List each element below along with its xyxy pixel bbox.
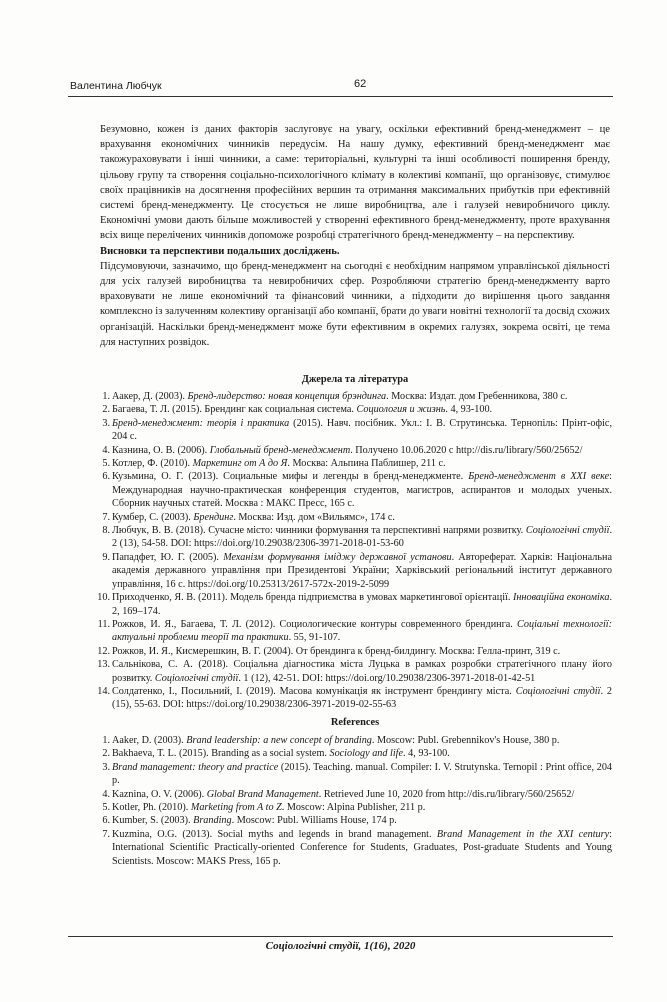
- reference-text: Котлер, Ф. (2010).: [112, 458, 193, 470]
- reference-item: [100, 390, 612, 403]
- reference-title-italic: Брендинг: [193, 511, 234, 523]
- reference-item: [97, 645, 612, 658]
- article-body: [100, 122, 610, 350]
- reference-title-italic: Механізм формування іміджу державної установи: [223, 551, 452, 563]
- reference-item: [100, 801, 612, 814]
- reference-details: . 55, 91-107.: [288, 632, 341, 644]
- reference-item: [100, 788, 612, 801]
- reference-text: Багаева, Т. Л. (2015). Брендинг как социальная система.: [112, 404, 357, 416]
- reference-number: 6.: [102, 815, 110, 827]
- reference-text: Kuzmina, O.G. (2013). Social myths and legends in brand management.: [112, 828, 437, 840]
- page-number: 62: [354, 78, 367, 90]
- reference-title-italic: Sociology and life: [329, 748, 404, 760]
- reference-number: 10.: [97, 592, 110, 604]
- running-header: [68, 78, 613, 97]
- reference-details: (2015). Teaching. manual. Compiler: I. V. Strutynska. Ternopil : Print office, 204 p.: [112, 761, 613, 787]
- header-author: Валентина Любчук: [70, 80, 162, 92]
- reference-details: . Moscow: Publ. Grebennikov's House, 380 p.: [371, 735, 560, 746]
- reference-title-italic: Marketing from A to Z: [190, 802, 282, 814]
- reference-number: 3.: [102, 417, 110, 429]
- reference-details: . 2 (15), 55-63. DOI: https://doi.org/10.29038/2306-3971-2019-02-55-63: [112, 685, 612, 711]
- journal-footer: Соціологічні студії, 1(16), 2020: [265, 940, 416, 952]
- reference-number: 1.: [102, 735, 110, 746]
- reference-title-italic: Соціологічні студії: [525, 525, 610, 537]
- reference-number: 14.: [97, 685, 110, 697]
- reference-title-italic: Глобальный бренд-менеджмент: [209, 444, 351, 456]
- reference-number: 9.: [102, 551, 110, 563]
- references-list: [100, 734, 612, 868]
- reference-number: 8.: [102, 525, 110, 537]
- reference-details: : International Scientific Practically-oriented Conference for Students, Graduates, Post-graduate Students and Young Scientists. Moscow: MAKS Press, 165 p.: [112, 828, 612, 867]
- body-paragraph-2: Підсумовуючи, зазначимо, що бренд-менеджмент на сьогодні є необхідним напрямом управлінської діяльності для усіх галузей виробництва та невиробничих сфер. Розробляючи стратегію бренд-менеджменту варто враховувати не лише економічний та фінансовий чинники, а підходити до вирішення цього завдання комплексно із залученням колективу організації або компанії, брати до уваги новітні технології та досвід схожих організацій. Наскільки бренд-менеджмент може бути ефективним в окремих галузях, зокрема освіті, це тема для наступних розвідок.: [100, 260, 610, 348]
- reference-item: [97, 658, 612, 685]
- reference-text: Сальнікова, С. А. (2018). Соціальна діагностика міста Луцька в рамках розробки стратегічного плану його розвитку.: [112, 659, 612, 684]
- reference-details: . Москва: Издат. дом Гребенникова, 380 с.: [386, 391, 568, 402]
- reference-number: 1.: [102, 391, 110, 402]
- reference-text: Kotler, Ph. (2010).: [112, 802, 191, 814]
- reference-number: 13.: [97, 659, 110, 671]
- reference-text: Аакер, Д. (2003).: [112, 391, 188, 402]
- reference-details: . Москва: Альпина Паблишер, 211 с.: [287, 458, 446, 470]
- reference-text: Приходченко, Я. В. (2011). Модель бренда підприємства в умовах маркетингової орієнтації.: [112, 592, 513, 604]
- reference-number: 2.: [102, 404, 110, 416]
- body-paragraph-1: Безумовно, кожен із даних факторів заслуговує на увагу, оскільки ефективний бренд-менеджмент – це врахування економічних чинників передусім. На нашу думку, ефективний бренд-менеджмент має такожураховувати і інші чинники, а саме: територіальні, культурні та інші особливості поширення бренду, цільову групу та створення соціально-психологічного клімату в колективі компанії, що організовує, стимулює своїх працівників на досягнення професійних вершин та отримання максимальних прибутків при ефективній системі бренд-менеджменту. Це стосується не лише виробництва, але і галузей невиробничого циклу. Економічні умови дають більше можливостей у створенні ефективного бренд-менеджменту, проте врахування всіх вище перелічених чинників допоможе розробці стратегічного бренд-менеджменту – на перспективу.: [100, 124, 610, 242]
- reference-details: . Retrieved June 10, 2020 from http://dis.ru/library/560/25652/: [318, 788, 575, 800]
- reference-text: Рожков, И. Я., Багаева, Т. Л. (2012). Социологические контуры современного брендинга.: [112, 618, 518, 630]
- reference-details: . 2 (13), 54-58. DOI: https://doi.org/10.29038/2306-3971-2018-01-53-60: [112, 525, 612, 550]
- reference-title-italic: Brand Management in the XXI century: [436, 828, 610, 840]
- reference-text: Рожков, И. Я., Кисмерешкин, В. Г. (2004). От брендинга к бренд-билдингу. Москва: Гелла-принт, 319 с.: [112, 645, 561, 657]
- reference-text: Кузьмина, О. Г. (2013). Социальные мифы и легенды в бренд-менеджменте.: [112, 471, 469, 483]
- reference-title-italic: Global Brand Management: [206, 788, 319, 800]
- reference-title-italic: Маркетинг от А до Я: [192, 458, 288, 470]
- reference-item: [100, 551, 612, 591]
- references-title: References: [330, 717, 380, 728]
- reference-text: Казнина, О. В. (2006).: [112, 444, 210, 456]
- reference-text: Aaker, D. (2003).: [112, 735, 187, 746]
- reference-title-italic: Brand management: theory and practice: [112, 761, 279, 773]
- reference-item: [97, 618, 612, 645]
- reference-item: [100, 828, 612, 868]
- reference-title-italic: Branding: [193, 815, 232, 827]
- reference-text: Kumber, S. (2003).: [112, 815, 194, 827]
- sources-list: [97, 390, 613, 712]
- footer-rule: [68, 936, 613, 937]
- reference-details: : Международная научно-практическая конференция студентов, магистров, аспирантов и молодых ученых. Сборник научных статей. Москва : МАКС Пресс, 165 с.: [112, 471, 613, 510]
- reference-number: 5.: [102, 802, 110, 814]
- reference-number: 12.: [97, 645, 110, 657]
- reference-details: . Москва: Изд. дом «Вильямс», 174 с.: [233, 511, 395, 523]
- reference-number: 4.: [102, 444, 110, 456]
- reference-details: . 4, 93-100.: [445, 404, 493, 416]
- reference-number: 6.: [102, 471, 110, 483]
- reference-details: . Автореферат. Харків: Національна академія державного управління при Президентові України; Харківський регіональний інститут державного управління, 16 с. https://doi.org/10.25313/2617-572x-2019-2-5099: [112, 551, 612, 590]
- reference-item: [100, 457, 612, 470]
- reference-text: Пападфет, Ю. Г. (2005).: [112, 551, 224, 563]
- reference-text: Солдатенко, І., Посильний, І. (2019). Масова комунікація як інструмент брендингу міста.: [112, 685, 516, 697]
- reference-number: 11.: [97, 618, 110, 630]
- reference-text: Кумбер, С. (2003).: [112, 511, 194, 523]
- reference-item: [100, 403, 612, 416]
- reference-number: 2.: [102, 748, 110, 760]
- reference-title-italic: Інноваційна економіка: [512, 592, 610, 604]
- reference-details: . 1 (12), 42-51. DOI: https://doi.org/10.29038/2306-3971-2018-01-42-51: [238, 672, 536, 684]
- reference-title-italic: Соціологічні студії: [515, 685, 601, 697]
- reference-details: . 2, 169–174.: [112, 592, 612, 617]
- reference-item: [100, 511, 612, 524]
- reference-title-italic: Brand leadership: a new concept of branding: [186, 735, 372, 746]
- reference-title-italic: Соціальні технології: актуальні проблеми теорії та практики: [112, 618, 612, 644]
- reference-number: 7.: [102, 828, 110, 840]
- reference-item: [97, 591, 612, 618]
- reference-title-italic: Бренд-менеджмент: теорія і практика: [112, 417, 290, 429]
- reference-title-italic: Соціологічні студії: [154, 672, 239, 684]
- conclusions-heading: Висновки та перспективи подальших досліджень.: [100, 245, 340, 257]
- reference-number: 3.: [102, 761, 110, 773]
- reference-item: [100, 747, 612, 760]
- reference-number: 7.: [102, 511, 110, 523]
- reference-details: . Получено 10.06.2020 с http://dis.ru/library/560/25652/: [350, 444, 583, 456]
- reference-item: [97, 685, 612, 712]
- reference-details: . Moscow: Alpina Publisher, 211 p.: [281, 802, 426, 814]
- reference-item: [100, 417, 612, 444]
- reference-item: [100, 444, 612, 457]
- reference-details: (2015). Навч. посібник. Укл.: І. В. Струтинська. Тернопіль: Прінт-офіс, 204 с.: [112, 417, 612, 443]
- reference-title-italic: Социология и жизнь: [356, 404, 446, 416]
- reference-item: [100, 524, 612, 551]
- reference-text: Bakhaeva, T. L. (2015). Branding as a social system.: [112, 748, 330, 760]
- reference-text: Любчук, В. В. (2018). Сучасне місто: чинники формування та перспективні напрями розвитку.: [112, 525, 526, 537]
- reference-item: [100, 470, 612, 510]
- reference-item: [100, 734, 612, 747]
- reference-item: [100, 814, 612, 827]
- reference-number: 5.: [102, 458, 110, 470]
- reference-text: Kaznina, O. V. (2006).: [112, 788, 207, 800]
- reference-details: . 4, 93-100.: [403, 748, 450, 760]
- reference-details: . Moscow: Publ. Williams House, 174 p.: [231, 815, 397, 827]
- sources-title: Джерела та література: [301, 374, 409, 385]
- reference-number: 4.: [102, 788, 110, 800]
- reference-title-italic: Бренд-лидерство: новая концепция брэндинга: [187, 391, 387, 402]
- reference-item: [100, 761, 612, 788]
- reference-title-italic: Бренд-менеджмент в XXI веке: [468, 471, 610, 483]
